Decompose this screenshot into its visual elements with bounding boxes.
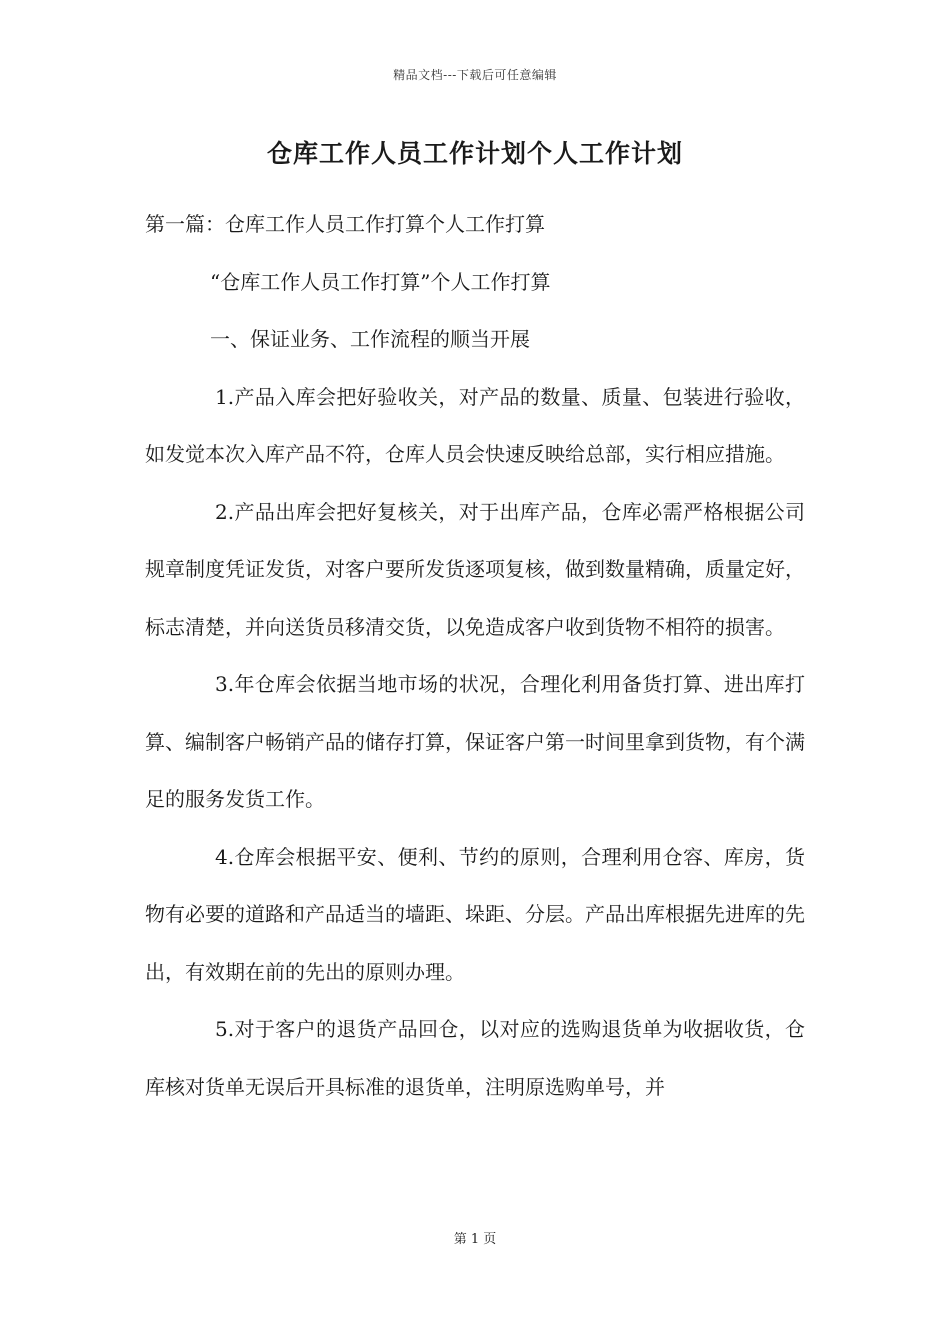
paragraph: 3.年仓库会依据当地市场的状况，合理化利用备货打算、进出库打算、编制客户畅销产品的储存打算，保证客户第一时间里拿到货物，有个满足的服务发货工作。: [145, 672, 805, 811]
section-heading: 第一篇：仓库工作人员工作打算个人工作打算: [145, 212, 545, 236]
section-point-heading: 一、保证业务、工作流程的顺当开展: [210, 327, 530, 351]
document-body: [145, 196, 805, 1116]
page-number: 第 1 页: [453, 1232, 497, 1247]
document-title: 仓库工作人员工作计划个人工作计划: [266, 139, 683, 168]
subtitle-line: “仓库工作人员工作打算”个人工作打算: [210, 269, 551, 294]
paragraph: 1.产品入库会把好验收关，对产品的数量、质量、包装进行验收，如发觉本次入库产品不符，仓库人员会快速反映给总部，实行相应措施。: [145, 384, 805, 466]
paragraph: 5.对于客户的退货产品回仓，以对应的选购退货单为收据收货，仓库核对货单无误后开具标准的退货单，注明原选购单号，并: [145, 1017, 805, 1099]
paragraph: 2.产品出库会把好复核关，对于出库产品，仓库必需严格根据公司规章制度凭证发货，对客户要所发货逐项复核，做到数量精确，质量定好，标志清楚，并向送货员移清交货，以免造成客户收到货物不相符的损害。: [145, 499, 805, 639]
paragraph: 4.仓库会根据平安、便利、节约的原则，合理利用仓容、库房，货物有必要的道路和产品适当的墙距、垛距、分层。产品出库根据先进库的先出，有效期在前的先出的原则办理。: [145, 844, 805, 984]
header-note: 精品文档---下载后可任意编辑: [393, 68, 557, 82]
